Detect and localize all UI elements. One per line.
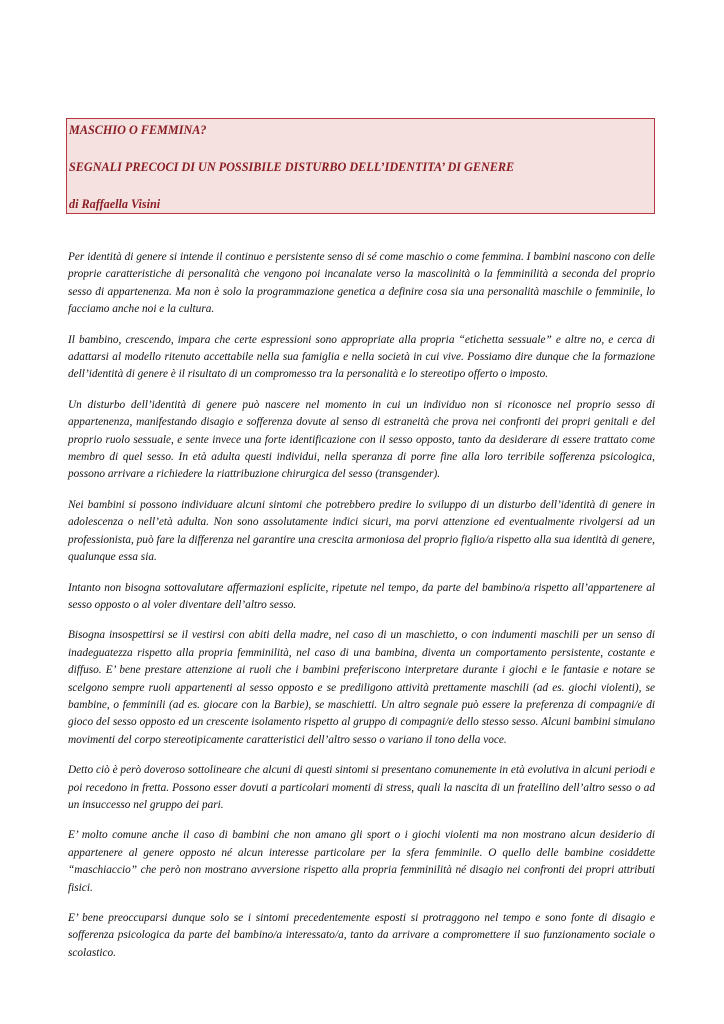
paragraph-7: Detto ciò è però doveroso sottolineare che alcuni di questi sintomi si presentano comunemente in età evolutiva in alcuni periodi e poi recedono in fretta. Possono esser dovuti a particolari momenti di stress, quali la nascita di un fratellino dell’altro sesso o ad un insuccesso nel gruppo dei pari. (68, 764, 655, 811)
document-author: di Raffaella Visini (69, 197, 161, 211)
paragraph-8: E’ molto comune anche il caso di bambini che non amano gli sport o i giochi violenti ma non mostrano alcun desiderio di appartenere al genere opposto né alcun interesse particolare per la sfera femminile. O quello delle bambine cosiddette “maschiaccio” che però non mostrano avversione rispetto alla propria femminilità né disagio nei confronti dei propri attributi fisici. (68, 829, 655, 894)
article-body (68, 249, 655, 975)
paragraph-9: E’ bene preoccuparsi dunque solo se i sintomi precedentemente esposti si protraggono nel tempo e sono fonte di disagio e sofferenza psicologica da parte del bambino/a interessato/a, tanto da arrivare a compromettere il suo funzionamento sociale o scolastico. (68, 912, 655, 959)
document-subtitle: SEGNALI PRECOCI DI UN POSSIBILE DISTURBO DELL’IDENTITA’ DI GENERE (69, 160, 515, 174)
document-title: MASCHIO O FEMMINA? (69, 123, 207, 137)
paragraph-6: Bisogna insospettirsi se il vestirsi con abiti della madre, nel caso di un maschietto, o con indumenti maschili per un senso di inadeguatezza rispetto alla propria femminilità, nel caso di una bambina, diventa un comportamento persistente, costante e diffuso. E’ bene prestare attenzione ai ruoli che i bambini preferiscono interpretare durante i giochi e le fantasie e notare se scelgono sempre ruoli appartenenti al sesso opposto e se prediligono attività prettamente maschili (ad es. giochi violenti), se bambine, o femminili (ad es. giocare con la Barbie), se maschietti. Un altro segnale può essere la preferenza di compagni/e di gioco del sesso opposto ed un crescente isolamento rispetto al gruppo di compagni/e dello stesso sesso. Alcuni bambini simulano movimenti del corpo stereotipicamente caratteristici dell’altro sesso o variano il tono della voce. (68, 629, 655, 746)
paragraph-1: Per identità di genere si intende il continuo e persistente senso di sé come maschio o come femmina. I bambini nascono con delle proprie caratteristiche di personalità che vengono poi incanalate verso la mascolinità o la femminilità a seconda del proprio sesso di appartenenza. Ma non è solo la programmazione genetica a definire cosa sia una personalità maschile o femminile, lo facciamo anche noi e la cultura. (68, 251, 655, 316)
paragraph-2: Il bambino, crescendo, impara che certe espressioni sono appropriate alla propria “etichetta sessuale” e altre no, e cerca di adattarsi al modello ritenuto accettabile nella sua famiglia e nella società in cui vive. Possiamo dire dunque che la formazione dell’identità di genere è il risultato di un compromesso tra la personalità e lo stereotipo offerto o imposto. (68, 333, 655, 381)
paragraph-3: Un disturbo dell’identità di genere può nascere nel momento in cui un individuo non si riconosce nel proprio sesso di appartenenza, manifestando disagio e sofferenza dovute al senso di estraneità che prova nei confronti dei propri genitali e del proprio ruolo sessuale, e sente invece una forte identificazione con il sesso opposto, tanto da desiderare di essere trattato come membro di quel sesso. In età adulta questi individui, nella speranza di porre fine alla loro terribile sofferenza psicologica, possono arrivare a richiedere la riattribuzione chirurgica del sesso (transgender). (68, 398, 655, 481)
paragraph-5: Intanto non bisogna sottovalutare affermazioni esplicite, ripetute nel tempo, da parte del bambino/a rispetto all’appartenere al sesso opposto o al voler diventare dell’altro sesso. (68, 581, 655, 611)
paragraph-4: Nei bambini si possono individuare alcuni sintomi che potrebbero predire lo sviluppo di un disturbo dell’identità di genere in adolescenza o nell’età adulta. Non sono assolutamente indici sicuri, ma porvi attenzione ed eventualmente rivolgersi ad un professionista, può fare la differenza nel garantire una crescita armoniosa del proprio figlio/a rispetto alla sua identità di genere, qualunque essa sia. (68, 498, 655, 564)
title-box (66, 118, 655, 214)
